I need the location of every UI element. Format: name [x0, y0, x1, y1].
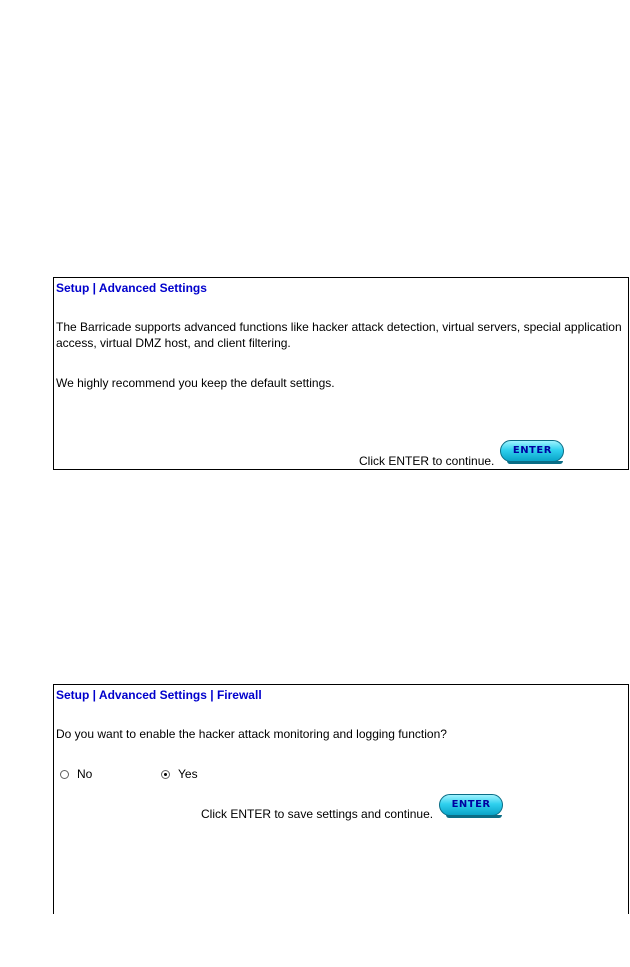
radio-no[interactable] — [60, 770, 69, 779]
option-yes[interactable] — [161, 767, 198, 781]
advanced-settings-panel — [53, 277, 629, 470]
panel-footer — [201, 799, 503, 821]
description-text: The Barricade supports advanced functions like hacker attack detection, virtual servers, special application access, virtual DMZ host, and client filtering. — [56, 320, 622, 350]
option-yes-label: Yes — [178, 767, 198, 781]
enter-button[interactable]: ENTER — [439, 794, 503, 816]
firewall-question: Do you want to enable the hacker attack monitoring and logging function? — [56, 727, 447, 741]
option-no[interactable] — [60, 767, 161, 781]
breadcrumb: Setup | Advanced Settings — [56, 281, 207, 295]
hacker-monitoring-options — [60, 767, 198, 781]
recommendation-text: We highly recommend you keep the default settings. — [56, 376, 335, 390]
enter-button[interactable]: ENTER — [500, 440, 564, 462]
firewall-settings-panel — [53, 684, 629, 914]
breadcrumb: Setup | Advanced Settings | Firewall — [56, 688, 262, 702]
continue-prompt: Click ENTER to continue. — [359, 454, 495, 468]
save-continue-prompt: Click ENTER to save settings and continue. — [201, 807, 434, 821]
option-no-label: No — [77, 767, 93, 781]
panel-footer — [359, 446, 564, 468]
radio-yes[interactable] — [161, 770, 170, 779]
